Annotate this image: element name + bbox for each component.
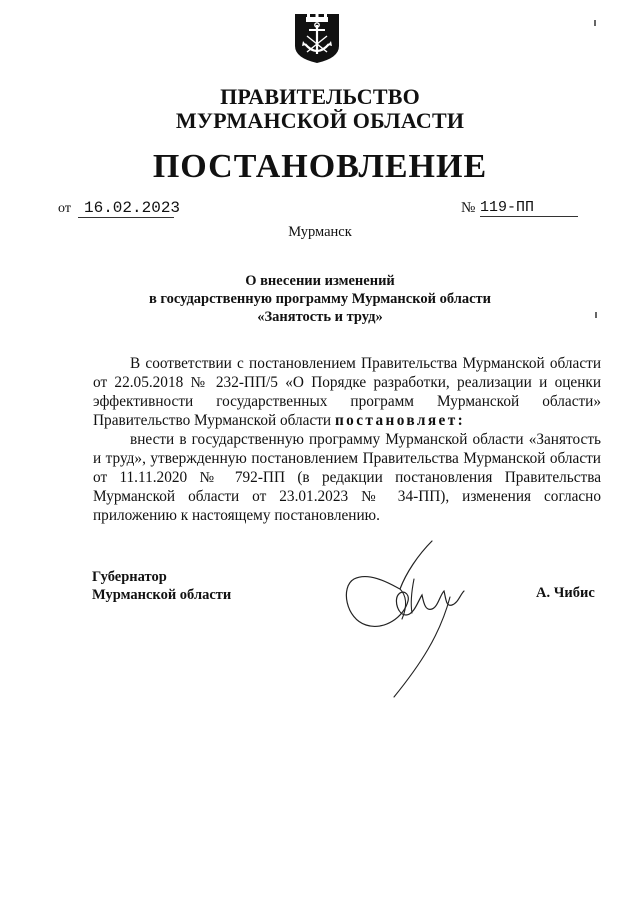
signer-position [92, 568, 231, 604]
document-date: 16.02.2023 [78, 199, 174, 218]
document-type-title: ПОСТАНОВЛЕНИЕ [152, 148, 488, 185]
signer-position-line2: Мурманской области [92, 587, 232, 603]
government-name-line2: МУРМАНСКОЙ ОБЛАСТИ [175, 108, 465, 133]
body-paragraph-preamble [93, 354, 601, 430]
subject-line2: в государственную программу Мурманской области [148, 291, 492, 307]
signer-name: А. Чибис [536, 585, 595, 601]
document-body [93, 354, 601, 525]
resolution-keyword: постановляет: [334, 412, 466, 429]
government-name-line1: ПРАВИТЕЛЬСТВО [220, 84, 420, 109]
subject-line3: «Занятость и труд» [257, 309, 383, 325]
document-subject [0, 272, 640, 326]
subject-line1: О внесении изменений [245, 273, 395, 289]
document-number: 119-ПП [480, 199, 578, 217]
number-prefix: № [461, 200, 476, 216]
city: Мурманск [288, 224, 352, 240]
date-prefix: от [58, 201, 71, 216]
handwritten-signature [340, 535, 490, 705]
preamble-text: В соответствии с постановлением Правительства Мурманской области от 22.05.2018 № 232-ПП/5 «О Порядке разработки, реализации и оценки эффективности государственных программ Мурманской области» Правительство Мурманской области [93, 355, 601, 429]
scan-mark [594, 20, 596, 26]
signer-position-line1: Губернатор [92, 569, 167, 585]
coat-of-arms-icon [293, 12, 341, 64]
scan-mark [595, 312, 597, 318]
body-paragraph-resolution: внести в государственную программу Мурманской области «Занятость и труд», утвержденную постановлением Правительства Мурманской области от 11.11.2020 № 792-ПП (в редакции постановления Правительства Мурманской области от 23.01.2023 № 34-ПП), изменения согласно приложению к настоящему постановлению. [93, 431, 601, 524]
